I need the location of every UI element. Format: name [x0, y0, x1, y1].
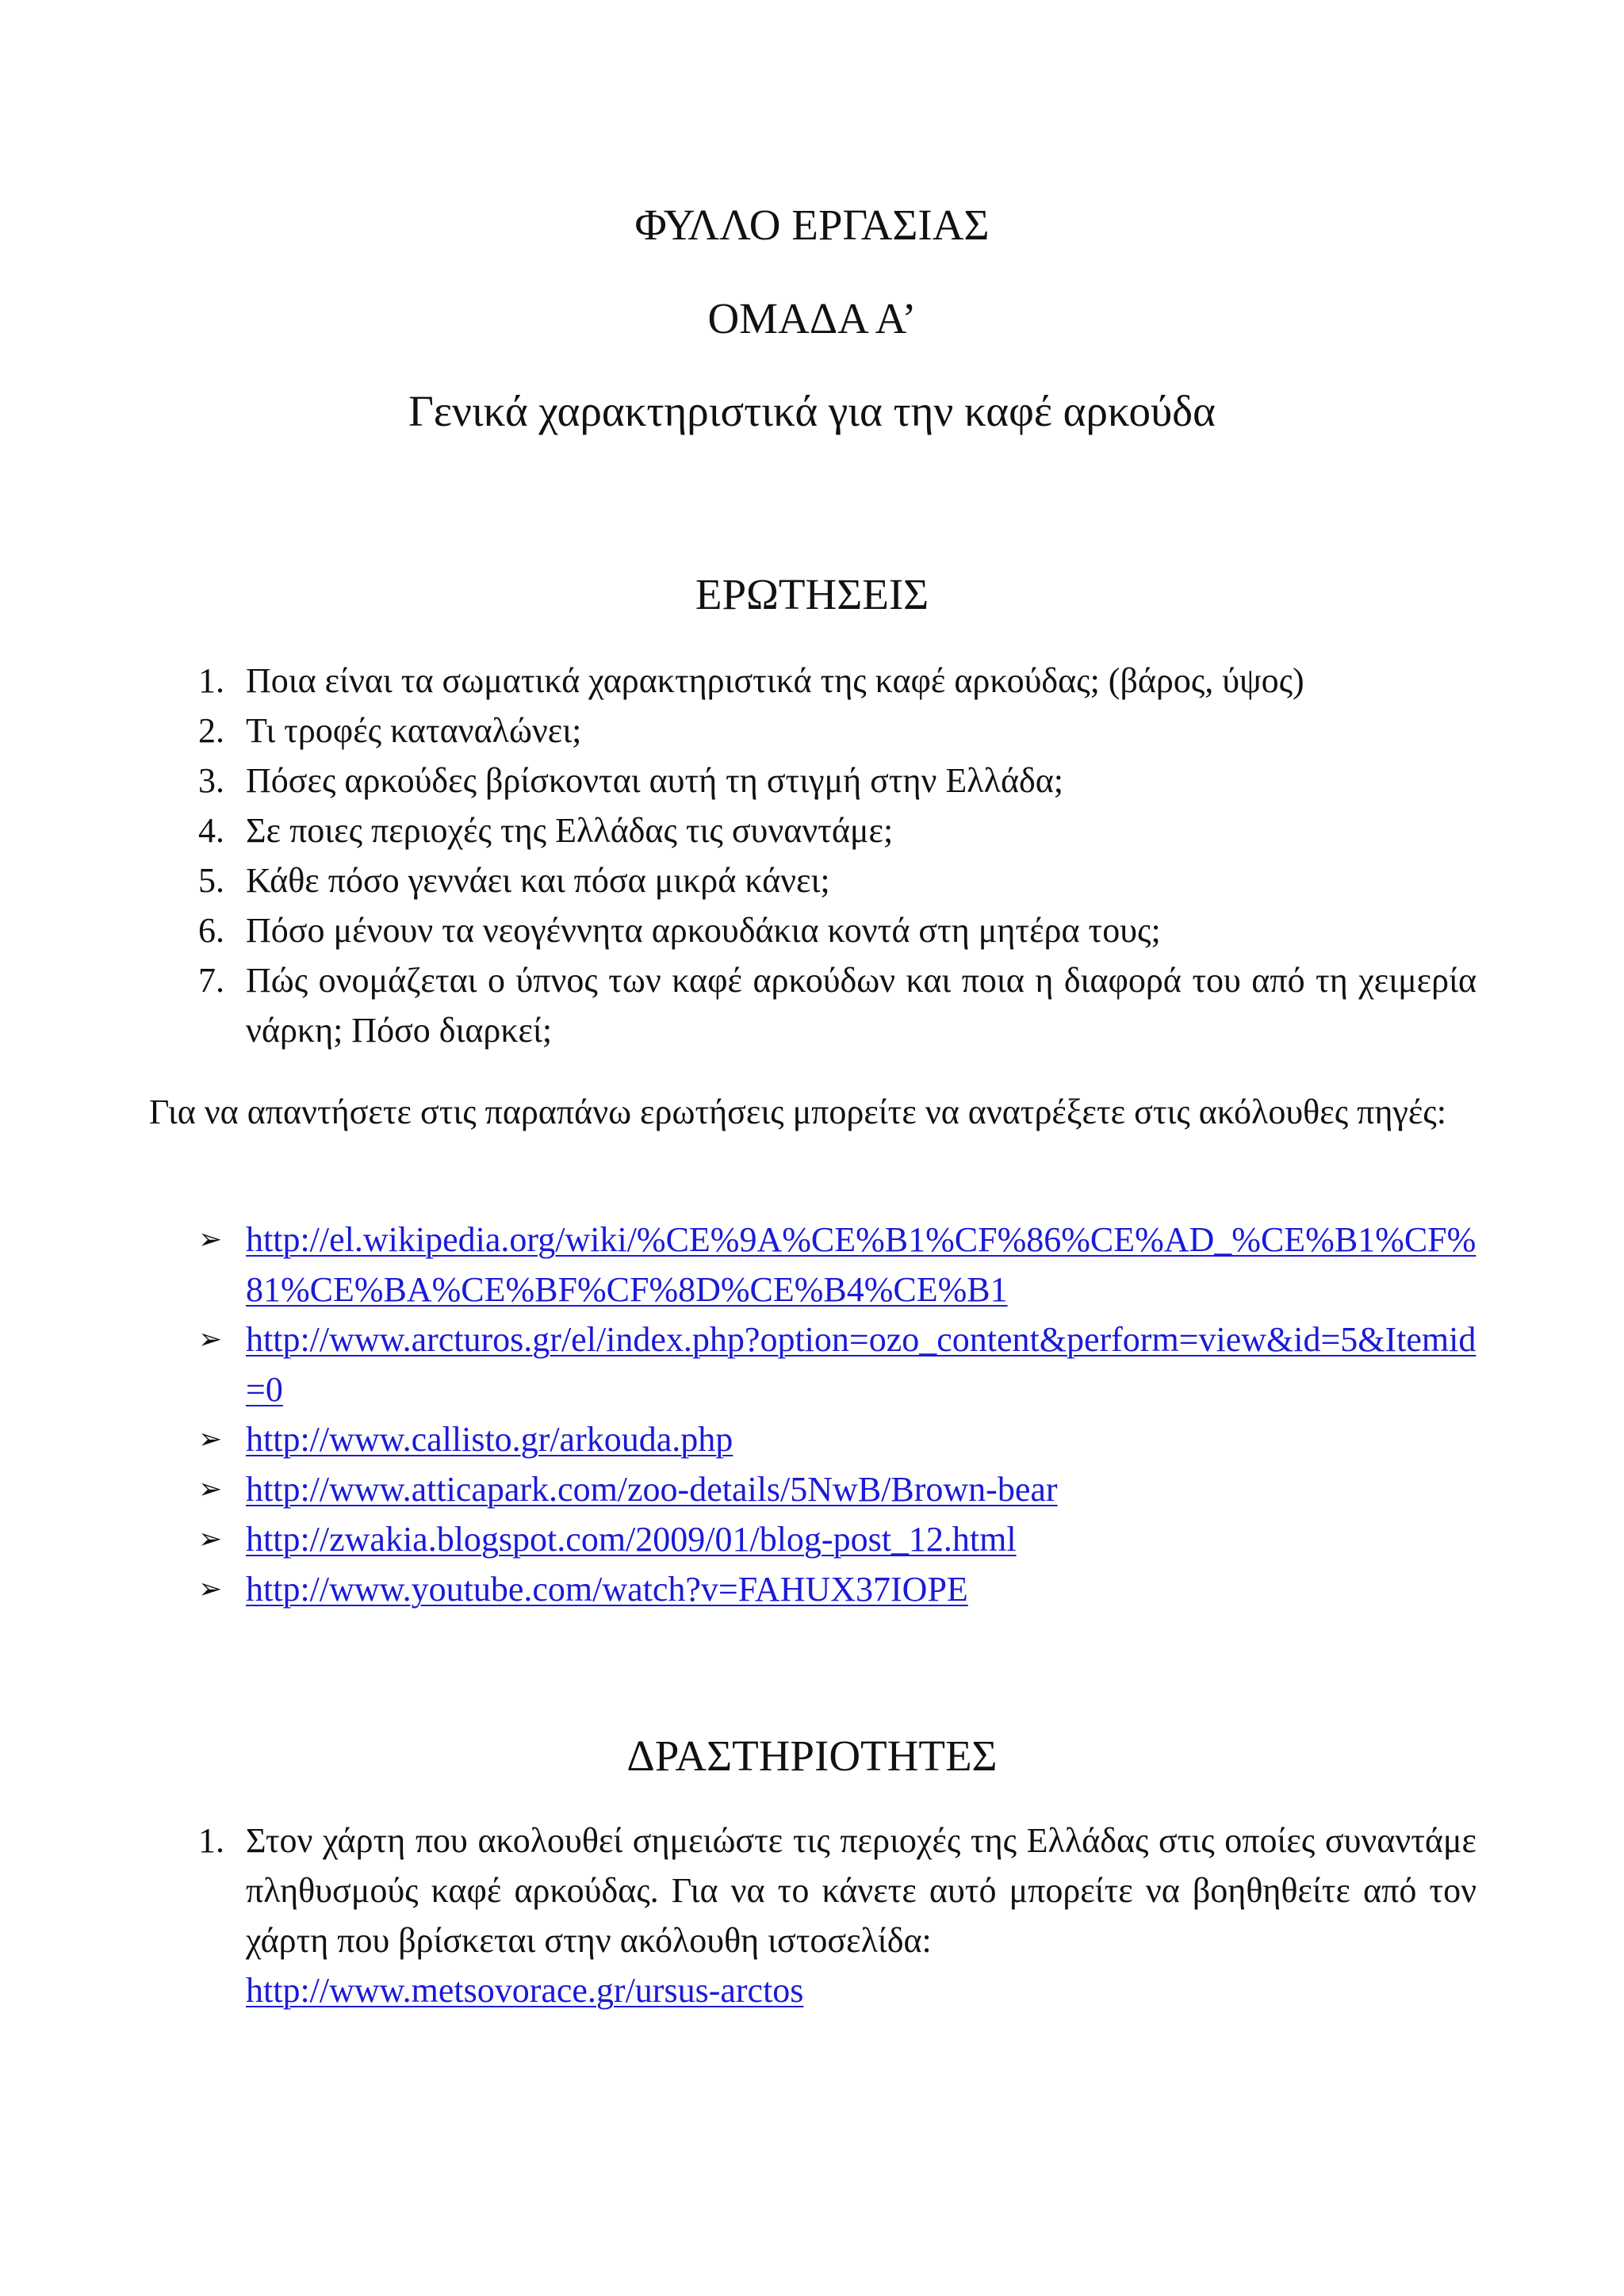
- source-item: [198, 1314, 1477, 1414]
- source-item: [198, 1414, 1477, 1464]
- source-link[interactable]: http://www.youtube.com/watch?v=FAHUX37IOPE: [246, 1570, 968, 1609]
- question-number: 3.: [198, 761, 224, 800]
- arrowhead-bullet-icon: ➢: [198, 1473, 223, 1506]
- question-number: 4.: [198, 811, 224, 850]
- question-number: 6.: [198, 911, 224, 950]
- source-link[interactable]: http://zwakia.blogspot.com/2009/01/blog-post_12.html: [246, 1520, 1017, 1559]
- question-item: [198, 905, 1477, 955]
- activity-link[interactable]: http://www.metsovorace.gr/ursus-arctos: [246, 1971, 804, 2010]
- question-text: Πόσο μένουν τα νεογέννητα αρκουδάκια κοντά στη μητέρα τους;: [246, 911, 1161, 950]
- group-title: ΟΜΑΔΑ Α’: [707, 294, 917, 342]
- arrowhead-bullet-icon: ➢: [198, 1523, 223, 1556]
- question-text: Ποια είναι τα σωματικά χαρακτηριστικά της καφέ αρκούδας; (βάρος, ύψος): [246, 661, 1304, 700]
- arrowhead-bullet-icon: ➢: [198, 1223, 223, 1256]
- source-item: [198, 1564, 1477, 1614]
- question-item: [198, 756, 1477, 806]
- sources-list: [198, 1215, 1477, 1614]
- sources-intro: Για να απαντήσετε στις παραπάνω ερωτήσεις μπορείτε να ανατρέξετε στις ακόλουθες πηγές:: [149, 1093, 1446, 1131]
- topic-title: Γενικά χαρακτηριστικά για την καφέ αρκούδα: [408, 387, 1216, 435]
- question-item: [198, 955, 1477, 1055]
- source-link[interactable]: http://www.arcturos.gr/el/index.php?option=ozo_content&perform=view&id=5&Itemid=0: [246, 1320, 1477, 1409]
- question-number: 7.: [198, 961, 224, 1000]
- source-item: [198, 1215, 1477, 1314]
- arrowhead-bullet-icon: ➢: [198, 1423, 223, 1456]
- question-number: 5.: [198, 861, 224, 900]
- questions-heading: ΕΡΩΤΗΣΕΙΣ: [695, 570, 929, 618]
- question-text: Σε ποιες περιοχές της Ελλάδας τις συναντάμε;: [246, 811, 894, 850]
- question-text: Τι τροφές καταναλώνει;: [246, 711, 582, 750]
- source-link[interactable]: http://el.wikipedia.org/wiki/%CE%9A%CE%B1%CF%86%CE%AD_%CE%B1%CF%81%CE%BA%CE%BF%CF%8D%CE%B4%CE%B1: [246, 1220, 1477, 1309]
- activity-item: [198, 1816, 1477, 2015]
- questions-list: [198, 656, 1477, 1055]
- source-link[interactable]: http://www.atticapark.com/zoo-details/5NwB/Brown-bear: [246, 1470, 1058, 1509]
- question-item: [198, 855, 1477, 905]
- source-link[interactable]: http://www.callisto.gr/arkouda.php: [246, 1420, 733, 1459]
- worksheet-title: ΦΥΛΛΟ ΕΡΓΑΣΙΑΣ: [634, 201, 990, 249]
- activity-text: Στον χάρτη που ακολουθεί σημειώστε τις περιοχές της Ελλάδας στις οποίες συναντάμε πληθυσμούς καφέ αρκούδας. Για να το κάνετε αυτό μπορείτε να βοηθηθείτε από τον χάρτη που βρίσκεται στην ακόλουθη ιστοσελίδα:: [246, 1821, 1477, 1960]
- question-number: 1.: [198, 661, 224, 700]
- activities-list: [198, 1816, 1477, 2015]
- arrowhead-bullet-icon: ➢: [198, 1323, 223, 1356]
- activity-number: 1.: [198, 1821, 224, 1860]
- question-item: [198, 806, 1477, 855]
- source-item: [198, 1514, 1477, 1564]
- question-item: [198, 656, 1477, 706]
- question-text: Πώς ονομάζεται ο ύπνος των καφέ αρκούδων και ποια η διαφορά του από τη χειμερία νάρκη; Πόσο διαρκεί;: [246, 961, 1477, 1050]
- question-item: [198, 706, 1477, 756]
- source-item: [198, 1464, 1477, 1514]
- question-number: 2.: [198, 711, 224, 750]
- arrowhead-bullet-icon: ➢: [198, 1573, 223, 1605]
- question-text: Κάθε πόσο γεννάει και πόσα μικρά κάνει;: [246, 861, 830, 900]
- question-text: Πόσες αρκούδες βρίσκονται αυτή τη στιγμή στην Ελλάδα;: [246, 761, 1064, 800]
- activities-heading: ΔΡΑΣΤΗΡΙΟΤΗΤΕΣ: [626, 1732, 998, 1780]
